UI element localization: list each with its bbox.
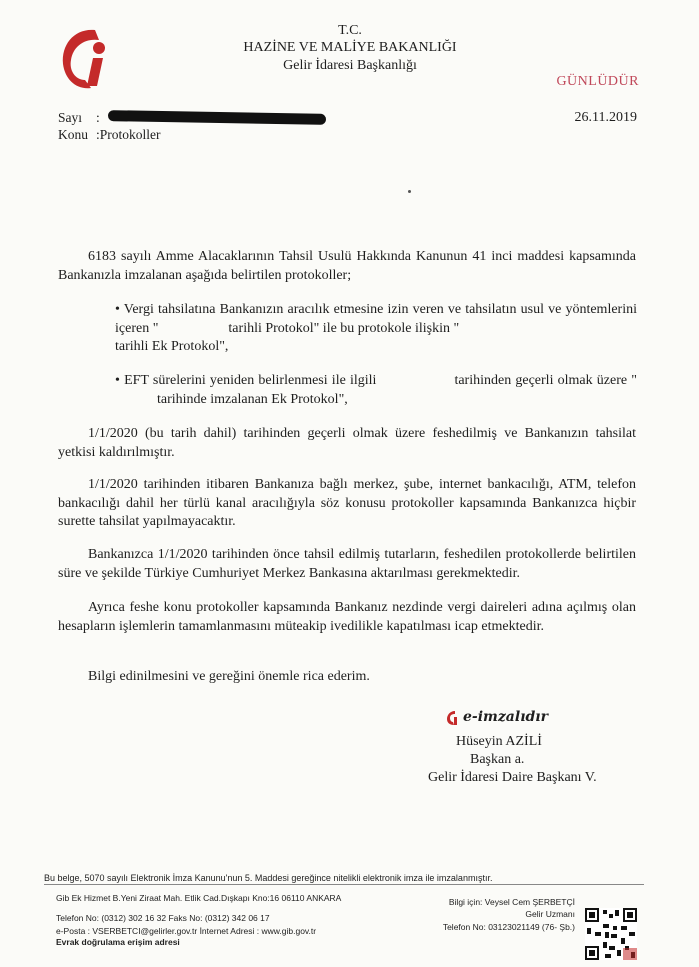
signer-title-2: Gelir İdaresi Daire Başkanı V.: [428, 770, 597, 785]
e-signature-label: e-imzalıdır: [463, 709, 548, 725]
paragraph-1: 6183 sayılı Amme Alacaklarının Tahsil Usulü Hakkında Kanunun 41 inci maddesi kapsamında Bankanızla imzalanan aşağıda belirtilen protokoller;: [58, 249, 636, 283]
sayi-label: Sayı: [58, 110, 83, 125]
sayi-colon: :: [96, 110, 100, 125]
footer-info-3: Telefon No: 03123021149 (76- Şb.): [442, 922, 575, 932]
footer-address: Gib Ek Hizmet B.Yeni Ziraat Mah. Etlik Cad.Dışkapı Kno:16 06110 ANKARA: [56, 893, 342, 903]
konu-row: [58, 127, 161, 143]
paragraph-3: 1/1/2020 tarihinden itibaren Bankanıza bağlı merkez, şube, internet bankacılığı, ATM, telefon bankacılığı dahil her türlü kanal aracılığıyla söz konusu protokoller kapsamında Bankanızca hiçbir surette tahsilat yapılmayacaktır.: [58, 477, 636, 529]
stamp-gunludur: GÜNLÜDÜR: [556, 74, 639, 89]
footer-email: e-Posta : VSERBETCI@gelirler.gov.tr İnternet Adresi : www.gib.gov.tr: [56, 926, 317, 936]
bullet-1: [115, 301, 637, 357]
qr-code-icon[interactable]: [585, 908, 637, 960]
e-signature-logo-icon: [446, 710, 460, 726]
header-tc: T.C.: [338, 23, 362, 38]
bullet-2-part-b: tarihinden geçerli olmak üzere ": [454, 373, 637, 388]
bullet-1-part-b: tarihli Protokol" ile bu protokole ilişkin ": [228, 320, 460, 336]
bullet-2-part-a: • EFT sürelerini yeniden belirlenmesi ile ilgili: [115, 373, 377, 388]
redaction-bar: [108, 110, 326, 125]
footer-verify: Evrak doğrulama erişim adresi: [56, 937, 180, 947]
header-ministry: HAZİNE VE MALİYE BAKANLIĞI: [243, 40, 457, 55]
bullet-1-part-a: • Vergi tahsilatına Bankanızın aracılık etmesine izin veren ve tahsilatın usul ve yöntemlerini içeren ": [115, 302, 637, 336]
footer-info-2: Gelir Uzmanı: [525, 909, 575, 919]
footer-divider: [44, 884, 644, 885]
speck: [408, 190, 411, 193]
bullet-2: [115, 372, 637, 409]
paragraph-5: Ayrıca feshe konu protokoller kapsamında Bankanız nezdinde vergi daireleri adına açılmış olan hesapların işlemlerin tamamlanmasını müteakip ivedilikle kapatılması icap etmektedir.: [58, 600, 636, 634]
header-directorate: Gelir İdaresi Başkanlığı: [283, 58, 417, 73]
paragraph-6: Bilgi edinilmesini ve gereğini önemle rica ederim.: [88, 669, 370, 684]
konu-label: Konu: [58, 127, 88, 142]
footer-notice: Bu belge, 5070 sayılı Elektronik İmza Kanunu'nun 5. Maddesi gereğince nitelikli elektronik imza ile imzalanmıştır.: [44, 873, 493, 883]
bullet-1-part-c: tarihli Ek Protokol",: [115, 339, 229, 354]
bullet-2-part-c: tarihinde imzalanan Ek Protokol",: [157, 391, 348, 407]
konu-value: :Protokoller: [96, 127, 161, 142]
gib-logo-icon: [55, 22, 117, 94]
signer-title-1: Başkan a.: [470, 752, 525, 767]
footer-phone: Telefon No: (0312) 302 16 32 Faks No: (0312) 342 06 17: [56, 913, 270, 923]
signer-name: Hüseyin AZİLİ: [456, 734, 542, 749]
paragraph-4: Bankanızca 1/1/2020 tarihinden önce tahsil edilmiş tutarların, feshedilen protokollerde belirtilen süre ve şekilde Türkiye Cumhuriyet Merkez Bankasına aktarılması gerekmektedir.: [58, 547, 636, 581]
sayi-row: [58, 110, 100, 126]
footer-info-1: Bilgi için: Veysel Cem ŞERBETÇİ: [448, 897, 575, 907]
document-date: 26.11.2019: [574, 110, 637, 125]
paragraph-2: 1/1/2020 (bu tarih dahil) tarihinden geçerli olmak üzere feshedilmiş ve Bankanızın tahsilat yetkisi kaldırılmıştır.: [58, 426, 636, 460]
